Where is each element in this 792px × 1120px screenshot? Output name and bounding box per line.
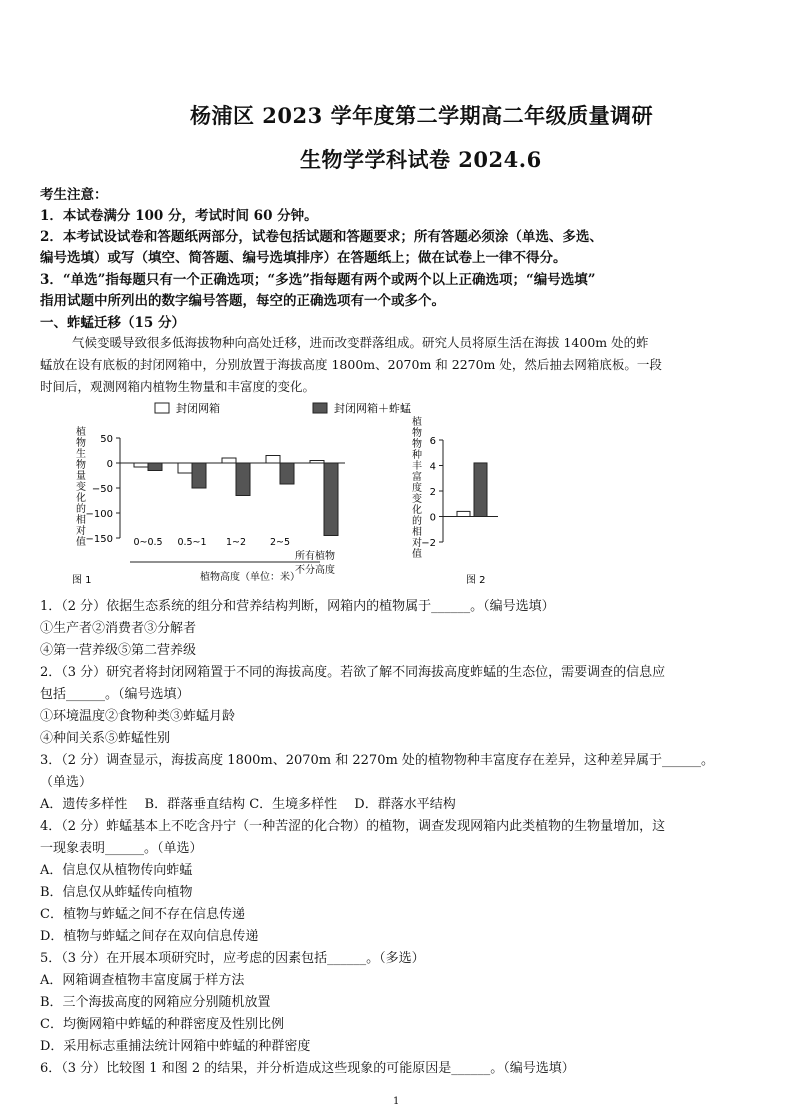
notice-item-2: 2．本考试设试卷和答题纸两部分，试卷包括试题和答题要求；所有答题必须涂（单选、多选、 [40, 229, 603, 245]
figure-1-category-label: 0.5~1 [177, 537, 207, 548]
figure-2-label: 图 2 [466, 575, 486, 586]
notice-heading: 考生注意： [40, 187, 108, 203]
question-5-option-c: C．均衡网箱中蚱蜢的种群密度及性别比例 [40, 1017, 284, 1032]
question-5: 5．（3 分）在开展本项研究时，应考虑的因素包括______。（多选） [40, 951, 425, 966]
intro-line-2: 蜢放在设有底板的封闭网箱中，分别放置于海拔高度 1800m、2070m 和 2270m 处，然后抽去网箱底板。一段 [40, 357, 662, 372]
question-5-option-a: A．网箱调查植物丰富度属于样方法 [40, 973, 245, 988]
page-title: 杨浦区 2023 学年度第二学期高二年级质量调研 [190, 103, 654, 128]
figure-1-y-tick-label: 0 [106, 459, 113, 470]
question-6: 6．（3 分）比较图 1 和图 2 的结果，并分析造成这些现象的可能原因是______。（编号选填） [40, 1061, 575, 1076]
figure-2-y-tick-label: 6 [429, 436, 436, 447]
question-4: 4．（2 分）蚱蜢基本上不吃含丹宁（一种苦涩的化合物）的植物，调查发现网箱内此类植物的生物量增加，这 [40, 819, 666, 834]
figure-1-bar [192, 463, 206, 488]
question-3-options: A．遗传多样性 B．群落垂直结构 C．生境多样性 D．群落水平结构 [40, 797, 456, 812]
question-4-option-a: A．信息仅从植物传向蚱蜢 [40, 863, 193, 878]
question-5-option-d: D．采用标志重捕法统计网箱中蚱蜢的种群密度 [40, 1039, 311, 1054]
figure-2-y-tick-label: 0 [429, 512, 436, 524]
legend-label-open: 封闭网箱 [176, 402, 220, 415]
figure-1-category-label: 1~2 [225, 537, 247, 548]
legend-swatch-open [155, 403, 169, 413]
figure-1-bar [310, 461, 324, 464]
figure-2-ylabel: 植物物种丰富度变化的相对值 [412, 417, 422, 560]
figure-2-y-tick-label: −2 [421, 538, 436, 549]
notice-item-3: 3．“单选”指每题只有一个正确选项；“多选”指每题有两个或两个以上正确选项；“编号选填” [40, 272, 596, 288]
figure-1-bar [148, 463, 162, 471]
figure-1-y-tick-label: 50 [100, 434, 113, 445]
page-subtitle: 生物学学科试卷 2024.6 [300, 147, 542, 172]
figure-1-bar [222, 458, 236, 463]
section-heading: 一、蚱蜢迁移（15 分） [40, 315, 185, 331]
question-4-option-c: C．植物与蚱蜢之间不存在信息传递 [40, 907, 245, 922]
figure-2-y-tick-label: 4 [429, 461, 436, 473]
question-3: 3．（2 分）调查显示，海拔高度 1800m、2070m 和 2270m 处的植物物种丰富度存在差异，这种差异属于______。 [40, 753, 714, 768]
figure-2-bar [457, 511, 470, 516]
figure-1-category-label: 2~5 [269, 537, 291, 548]
question-4-option-d: D．植物与蚱蜢之间存在双向信息传递 [40, 929, 259, 944]
intro-line-1: 气候变暖导致很多低海拔物种向高处迁移，进而改变群落组成。研究人员将原生活在海拔 1400m 处的蚱 [72, 335, 649, 350]
figure-1-bar [324, 463, 338, 536]
legend-swatch-grasshopper [313, 403, 327, 413]
notice-item-3-cont: 指用试题中所列出的数字编号答题，每空的正确选项有一个或多个。 [40, 293, 445, 309]
notice-item-1: 1．本试卷满分 100 分，考试时间 60 分钟。 [40, 208, 318, 224]
figure-1-ylabel: 植物生物量变化的相对值 [76, 427, 86, 548]
question-1-options-b: ④第一营养级⑤第二营养级 [40, 643, 197, 658]
figure-1-bar [134, 463, 148, 467]
figure-1-y-tick-label: −100 [85, 509, 113, 520]
figure-1-xlabel: 植物高度（单位：米） [200, 572, 300, 583]
question-2-options-a: ①环境温度②食物种类③蚱蜢月龄 [40, 709, 236, 724]
legend-label-grasshopper: 封闭网箱＋蚱蜢 [334, 402, 411, 415]
figure-1-last-category-line-2: 不分高度 [295, 565, 335, 576]
figure-1-bar [178, 463, 192, 473]
figure-1-bar [280, 463, 294, 484]
intro-line-3: 时间后，观测网箱内植物生物量和丰富度的变化。 [40, 379, 316, 394]
notice-item-2-cont: 编号选填）或写（填空、简答题、编号选填排序）在答题纸上；做在试卷上一律不得分。 [40, 250, 567, 266]
figure-1-chart [86, 434, 345, 562]
figure-2-y-tick-label: 2 [429, 487, 436, 498]
figure-1-label: 图 1 [72, 575, 92, 586]
figure-1-bar [266, 456, 280, 464]
question-5-option-b: B．三个海拔高度的网箱应分别随机放置 [40, 995, 271, 1010]
figure-2-bar [474, 463, 487, 517]
question-2-cont: 包括______。（编号选填） [40, 687, 190, 702]
figure-1-last-category-line-1: 所有植物 [295, 551, 335, 562]
figure-1-y-tick-label: −50 [91, 484, 113, 495]
question-2: 2．（3 分）研究者将封闭网箱置于不同的海拔高度。若欲了解不同海拔高度蚱蜢的生态位，需要调查的信息应 [40, 665, 666, 680]
figure-2-chart [421, 436, 498, 549]
question-1: 1．（2 分）依据生态系统的组分和营养结构判断，网箱内的植物属于______。（编号选填） [40, 599, 555, 614]
figures-area [0, 395, 792, 595]
question-4-option-b: B．信息仅从蚱蜢传向植物 [40, 885, 193, 900]
question-2-options-b: ④种间关系⑤蚱蜢性别 [40, 731, 171, 746]
question-1-options-a: ①生产者②消费者③分解者 [40, 621, 197, 636]
question-3-cont: （单选） [40, 775, 93, 790]
figure-1-bar [236, 463, 250, 496]
figure-1-category-label: 0~0.5 [133, 537, 163, 548]
question-4-cont: 一现象表明______。（单选） [40, 841, 203, 856]
page-number: 1 [393, 1096, 400, 1107]
figure-1-y-tick-label: −150 [85, 534, 113, 545]
